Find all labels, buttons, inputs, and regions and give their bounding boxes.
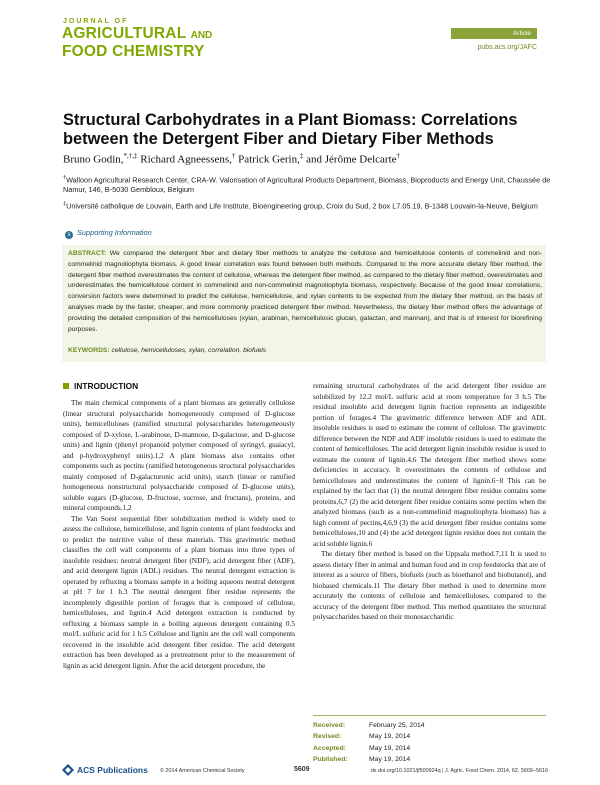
section-square-icon (63, 383, 69, 389)
date-label: Revised: (313, 733, 342, 741)
body-paragraph: remaining structural carbohydrates of the acid detergent fiber residue are solubilized by 12.2 mol/L sulfuric acid at room temperature for 3 h.5 The residual insoluble acid detergent lignin fraction represents an indigestible portion of forages.4 The gravimetric difference between ADF and ADL insoluble residues is used to estimate the content of cellulose. The gravimetric difference between the NDF and ADF insoluble residues is used to estimate the content of hemicelluloses. The acid detergent lignin insoluble residue is used to estimate the content of lignin.4,6 The detergent fiber method shows some deficiencies in accuracy. It overestimates the contents of cellulose and hemicelluloses and underestimates the content of lignin.6−8 This can be explained by the fact that (1) the neutral detergent fiber residue contains some proteins,6,7 (2) the acid detergent fiber residue contains some pectins when the analyzed biomass (such as a non-commelinid magnoliophyta biomass) has a high content of pectins,4,6,9 (3) the acid detergent fiber residue contains some hemicelluloses,10 and (4) the acid detergent lignin residue does not contain the acid soluble lignin.6 (313, 381, 546, 548)
section-heading-text: INTRODUCTION (74, 381, 139, 391)
date-row (313, 720, 546, 731)
keywords-label: KEYWORDS: (68, 347, 110, 354)
article-type-badge: Article (451, 28, 537, 39)
supporting-info-icon: s (65, 231, 73, 239)
author-affil-mark: † (396, 152, 401, 160)
publisher-name: ACS Publications (77, 765, 148, 775)
right-column (313, 381, 546, 623)
copyright-notice: © 2014 American Chemical Society (160, 768, 245, 774)
acs-logo-icon (62, 764, 74, 776)
date-value: February 25, 2014 (369, 722, 425, 729)
body-paragraph: The Van Soest sequential fiber solubilization method is widely used to assess the cellulose, hemicellulose, and lignin contents of plant feedstocks and to predict the nutritive value of these materials. This gravimetric method classifies the cell wall components of a plant biomass into three types of insoluble residues: neutral detergent fiber (NDF), acid detergent fiber (ADF), and acid detergent lignin (ADL) residues. The neutral detergent extraction is operated by refluxing a biomass sample in a boiling aqueous neutral detergent at pH 7 for 1 h.3 The neutral detergent fiber residue represents the incompletely digestible portion of forages that is composed of cellulose, hemicelluloses, and lignin.4 Acid detergent extraction is conducted by refluxing a biomass sample in a boiling aqueous detergent containing 0.5 mol/L sulfuric acid for 1 h.5 Cellulose and lignin are the cell wall components recovered in the insoluble acid detergent fiber residue. The acid detergent extraction has been developed as a pretreatment prior to the measurement of lignin as acid detergent lignin. After the acid detergent procedure, the (63, 513, 295, 670)
author-affil-mark: † (231, 152, 236, 160)
date-value: May 19, 2014 (369, 755, 411, 763)
affiliation-mark: ‡ (63, 201, 67, 207)
date-value: May 19, 2014 (369, 733, 411, 741)
keywords (68, 347, 542, 354)
journal-url-link[interactable]: pubs.acs.org/JAFC (477, 44, 537, 51)
section-heading-introduction (63, 381, 138, 391)
doi-citation[interactable]: dx.doi.org/10.1021/jf500924q | J. Agric. Food Chem. 2014, 62, 5609−5616 (370, 768, 548, 774)
date-label: Published: (313, 755, 348, 763)
abstract-text: We compared the detergent fiber and dietary fiber methods to analyze the cellulose and hemicellulose contents of commelinid and non-commelinid magnoliophyta biomass. A good linear correlation was found between both methods. Compared to the more accurate dietary fiber method, the detergent fiber method overestimates the content of cellulose, whereas the detergent fiber method, as compared to the dietary fiber method, overestimates and underestimates the hemicellulose content in commelinid and non-commelinid magnoliophyta biomass, respectively. Because of the good linear correlations, conversion factors were determined to predict the cellulose, hemicellulose, and xylan contents to be expected from the dietary fiber method, on the basis of analyses made by the faster, cheaper, and more commonly practiced detergent fiber method. Nevertheless, the dietary fiber method offers the advantage of providing the detailed composition of the hemicelluloses (xylan, arabinan, hemicellulosic glucan, galactan, and mannan), and that is of interest for biorefining purposes. (68, 250, 542, 333)
journal-name-line1: AGRICULTURAL (62, 25, 187, 42)
abstract (68, 249, 542, 335)
abstract-label: ABSTRACT: (68, 250, 107, 257)
date-row (313, 743, 546, 754)
author-list (63, 152, 543, 166)
paper-title: Structural Carbohydrates in a Plant Biomass: Correlations between the Detergent Fiber and Dietary Fiber Methods (63, 111, 518, 148)
left-column (63, 398, 295, 671)
date-label: Received: (313, 722, 346, 729)
acs-publications-logo[interactable] (62, 764, 148, 776)
affiliation-text: Université catholique de Louvain, Earth and Life Institute, Bioengineering group, Croix du Sud, 2 box L7.05.19, B-1348 Louvain-la-Neuve, Belgium (66, 201, 538, 211)
author-godin[interactable]: Bruno Godin, (63, 153, 124, 166)
affiliation-2 (63, 199, 553, 211)
keywords-text: cellulose, hemicelluloses, xylan, correlation, biofuels (109, 347, 267, 354)
supporting-info-label: Supporting Information (77, 228, 152, 237)
author-gerin[interactable]: Patrick Gerin, (238, 153, 300, 166)
affiliation-mark: † (63, 175, 67, 181)
journal-name (62, 26, 212, 60)
date-row (313, 731, 546, 742)
journal-name-line2: FOOD CHEMISTRY (62, 43, 205, 60)
affiliation-text: Walloon Agricultural Research Center, CRA-W. Valorisation of Agricultural Products Department, Biomass, Bioproducts and Energy Unit, Chaussée de Namur, 146, B-5030 Gembloux, Belgium (63, 175, 551, 195)
supporting-info-link[interactable] (65, 228, 152, 239)
author-agneessens[interactable]: Richard Agneessens, (140, 153, 232, 166)
body-paragraph: The main chemical components of a plant biomass are generally cellulose (linear structural polysaccharide homogeneously composed of D-glucose units), hemicelluloses (ramified structural polysaccharides heterogeneously composed of D-xylose, L-arabinose, D-mannose, D-galactose, and D-glucose units) and lignin (phenyl propanoid polymer composed of syringyl, guaiacyl, and p-hydroxyphenyl units).1,2 A plant biomass also contains other components such as pectins (ramified heterogeneous structural polysaccharides mainly composed of D-galacturonic acid units), starch (linear or ramified homogeneous nonstructural polysaccharide composed of D-glucose units), soluble sugars (D-glucose, D-fructose, sucrose, and fructans), proteins, and mineral compounds.1,2 (63, 398, 295, 512)
page-footer (62, 763, 548, 777)
affiliation-1 (63, 173, 553, 195)
body-paragraph: The dietary fiber method is based on the Uppsala method.7,11 It is used to assess dietary fiber in animal and human food and in crop feedstocks that are of interest as a source of fibers, biofuels (such as bioethanol and biobutanol), and biobased chemicals.11 The dietary fiber method is used to determine more accurately the contents of cellulose and hemicelluloses, compared to the accuracy of the detergent fiber method. This method quantitates the structural polysaccharides based on their monosaccharidic (313, 549, 546, 621)
journal-name-small: JOURNAL OF (63, 18, 129, 25)
date-label: Accepted: (313, 744, 346, 752)
author-affil-mark: *,†,‡ (123, 152, 138, 160)
date-value: May 19, 2014 (369, 744, 411, 752)
journal-name-and: AND (190, 30, 213, 41)
publication-dates (313, 715, 546, 765)
author-affil-mark: ‡ (299, 152, 304, 160)
page-number: 5609 (294, 766, 310, 773)
author-delcarte[interactable]: and Jérôme Delcarte (306, 153, 397, 166)
